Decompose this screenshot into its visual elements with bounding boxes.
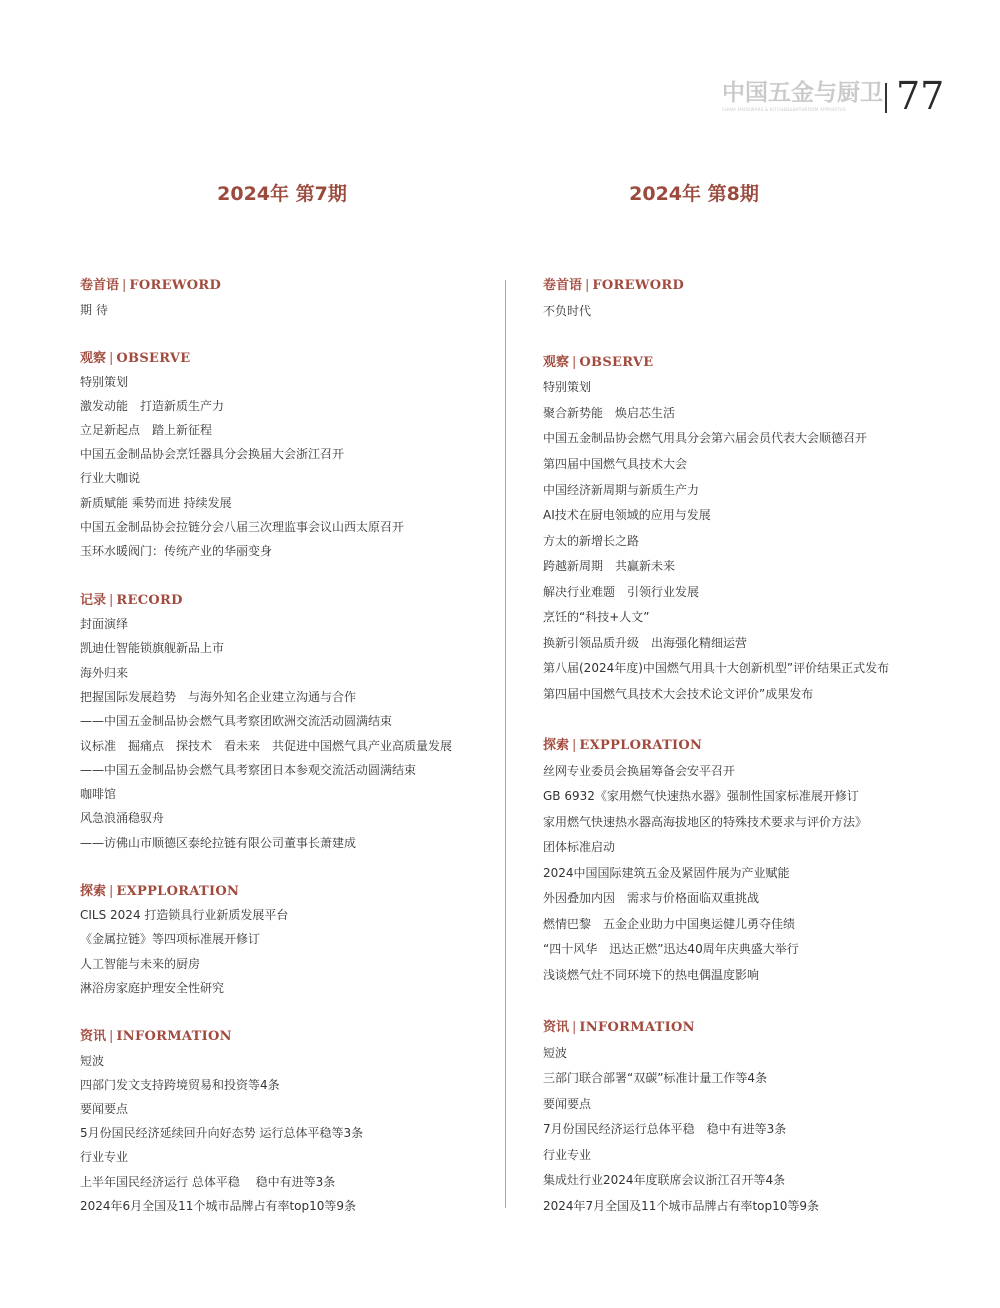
section-heading-cn: 卷首语 [543, 278, 583, 293]
toc-item[interactable]: 2024年7月全国及11个城市品牌占有率top10等9条 [543, 1199, 820, 1213]
toc-item[interactable]: 特别策划 [543, 380, 592, 394]
toc-item[interactable]: 解决行业难题 引领行业发展 [543, 585, 700, 599]
section-heading-en: RECORD [116, 593, 183, 608]
toc-item[interactable]: 7月份国民经济运行总体平稳 稳中有进等3条 [543, 1122, 787, 1136]
toc-item[interactable]: 封面演绎 [80, 617, 129, 631]
section-heading-observe: 观察 | OBSERVE [80, 351, 191, 366]
toc-item[interactable]: 不负时代 [543, 304, 592, 318]
section-heading-en: OBSERVE [116, 351, 191, 366]
toc-item[interactable]: 凯迪仕智能锁旗舰新品上市 [80, 641, 225, 655]
section-heading-en: EXPPLORATION [579, 738, 703, 753]
toc-item[interactable]: 中国五金制品协会烹饪器具分会换届大会浙江召开 [80, 447, 345, 461]
toc-item[interactable]: “四十风华 迅达正燃”迅达40周年庆典盛大举行 [543, 942, 799, 956]
toc-item[interactable]: 把握国际发展趋势 与海外知名企业建立沟通与合作 [80, 690, 357, 704]
section-heading-cn: 观察 [80, 351, 107, 366]
toc-item[interactable]: 激发动能 打造新质生产力 [80, 399, 225, 413]
toc-item[interactable]: ——访佛山市顺德区泰纶拉链有限公司董事长萧建成 [80, 836, 357, 850]
toc-item[interactable]: GB 6932《家用燃气快速热水器》强制性国家标准展开修订 [543, 789, 859, 803]
toc-item[interactable]: 立足新起点 踏上新征程 [80, 423, 213, 437]
toc-item[interactable]: 短波 [80, 1054, 105, 1068]
toc-item[interactable]: 特别策划 [80, 375, 129, 389]
toc-item[interactable]: AI技术在厨电领域的应用与发展 [543, 508, 711, 522]
section-heading-record: 记录 | RECORD [80, 593, 183, 608]
logo-subtext: CHINA HARDWARE & KITCHEN&BATHROOM APPARATUS [722, 107, 846, 112]
toc-item[interactable]: 三部门联合部署“双碳”标准计量工作等4条 [543, 1071, 768, 1085]
toc-item[interactable]: 第八届(2024年度)中国燃气用具十大创新机型”评价结果正式发布 [543, 661, 890, 675]
section-heading-observe: 观察 | OBSERVE [543, 355, 654, 370]
toc-item[interactable]: 换新引领品质升级 出海强化精细运营 [543, 636, 748, 650]
section-heading-cn: 记录 [80, 593, 107, 608]
toc-item[interactable]: ——中国五金制品协会燃气具考察团欧洲交流活动圆满结束 [80, 714, 393, 728]
toc-item[interactable]: 四部门发文支持跨境贸易和投资等4条 [80, 1078, 280, 1092]
issue-title-right: 2024年 第8期 [629, 183, 759, 205]
toc-item[interactable]: 家用燃气快速热水器高海拔地区的特殊技术要求与评价方法》 [543, 815, 868, 829]
toc-item[interactable]: 中国经济新周期与新质生产力 [543, 483, 700, 497]
toc-item[interactable]: 行业专业 [543, 1148, 592, 1162]
column-divider [505, 280, 506, 1208]
toc-item[interactable]: 集成灶行业2024年度联席会议浙江召开等4条 [543, 1173, 786, 1187]
toc-item[interactable]: 烹饪的“科技+人文” [543, 610, 650, 624]
toc-item[interactable]: 要闻要点 [543, 1097, 592, 1111]
toc-item[interactable]: 第四届中国燃气具技术大会 [543, 457, 688, 471]
section-heading-cn: 卷首语 [80, 278, 120, 293]
toc-item[interactable]: 期 待 [80, 303, 108, 317]
issue-title-left: 2024年 第7期 [217, 183, 347, 205]
toc-item[interactable]: ——中国五金制品协会燃气具考察团日本参观交流活动圆满结束 [80, 763, 417, 777]
section-heading-foreword: 卷首语 | FOREWORD [543, 278, 685, 293]
toc-item[interactable]: 行业专业 [80, 1150, 129, 1164]
toc-item[interactable]: 淋浴房家庭护理安全性研究 [80, 981, 225, 995]
toc-item[interactable]: 中国五金制品协会燃气用具分会第六届会员代表大会顺德召开 [543, 431, 868, 445]
toc-item[interactable]: 中国五金制品协会拉链分会八届三次理监事会议山西太原召开 [80, 520, 405, 534]
toc-item[interactable]: 行业大咖说 [80, 471, 141, 485]
section-heading-information: 资讯 | INFORMATION [80, 1029, 232, 1044]
toc-item[interactable]: 方太的新增长之路 [543, 534, 640, 548]
section-heading-exploration: 探索 | EXPPLORATION [543, 738, 703, 753]
page-number-divider [885, 83, 887, 113]
toc-item[interactable]: 海外归来 [80, 666, 129, 680]
section-heading-exploration: 探索 | EXPPLORATION [80, 884, 240, 899]
section-heading-cn: 资讯 [543, 1020, 570, 1035]
toc-item[interactable]: 燃情巴黎 五金企业助力中国奥运健儿勇夺佳绩 [543, 917, 796, 931]
section-heading-en: FOREWORD [129, 278, 222, 293]
toc-item[interactable]: 浅谈燃气灶不同环境下的热电偶温度影响 [543, 968, 760, 982]
toc-item[interactable]: 第四届中国燃气具技术大会技术论文评价”成果发布 [543, 687, 814, 701]
page-number: 77 [896, 74, 945, 118]
toc-item[interactable]: CILS 2024 打造锁具行业新质发展平台 [80, 908, 289, 922]
section-heading-en: FOREWORD [592, 278, 685, 293]
section-heading-cn: 探索 [80, 884, 107, 899]
logo-text: 中国五金与厨卫 [722, 80, 883, 106]
section-heading-en: OBSERVE [579, 355, 654, 370]
toc-item[interactable]: 新质赋能 乘势而进 持续发展 [80, 496, 232, 510]
toc-item[interactable]: 上半年国民经济运行 总体平稳 稳中有进等3条 [80, 1175, 336, 1189]
toc-item[interactable]: 外因叠加内因 需求与价格面临双重挑战 [543, 891, 760, 905]
toc-item[interactable]: 聚合新势能 焕启芯生活 [543, 406, 676, 420]
toc-item[interactable]: 团体标准启动 [543, 840, 616, 854]
toc-item[interactable]: 5月份国民经济延续回升向好态势 运行总体平稳等3条 [80, 1126, 364, 1140]
toc-item[interactable]: 人工智能与未来的厨房 [80, 957, 201, 971]
toc-item[interactable]: 2024年6月全国及11个城市品牌占有率top10等9条 [80, 1199, 357, 1213]
section-heading-en: EXPPLORATION [116, 884, 240, 899]
section-heading-cn: 资讯 [80, 1029, 107, 1044]
magazine-logo [722, 80, 883, 120]
toc-item[interactable]: 风急浪涌稳驭舟 [80, 811, 165, 825]
toc-item[interactable]: 玉环水暖阀门：传统产业的华丽变身 [80, 544, 273, 558]
toc-item[interactable]: 咖啡馆 [80, 787, 117, 801]
toc-item[interactable]: 《金属拉链》等四项标准展开修订 [80, 932, 261, 946]
section-heading-foreword: 卷首语 | FOREWORD [80, 278, 222, 293]
section-heading-information: 资讯 | INFORMATION [543, 1020, 695, 1035]
section-heading-cn: 观察 [543, 355, 570, 370]
toc-item[interactable]: 丝网专业委员会换届筹备会安平召开 [543, 764, 736, 778]
toc-item[interactable]: 短波 [543, 1046, 568, 1060]
toc-item[interactable]: 议标准 掘痛点 探技术 看未来 共促进中国燃气具产业高质量发展 [80, 739, 453, 753]
toc-item[interactable]: 要闻要点 [80, 1102, 129, 1116]
toc-item[interactable]: 2024中国国际建筑五金及紧固件展为产业赋能 [543, 866, 790, 880]
toc-item[interactable]: 跨越新周期 共赢新未来 [543, 559, 676, 573]
section-heading-en: INFORMATION [116, 1029, 232, 1044]
section-heading-cn: 探索 [543, 738, 570, 753]
section-heading-en: INFORMATION [579, 1020, 695, 1035]
